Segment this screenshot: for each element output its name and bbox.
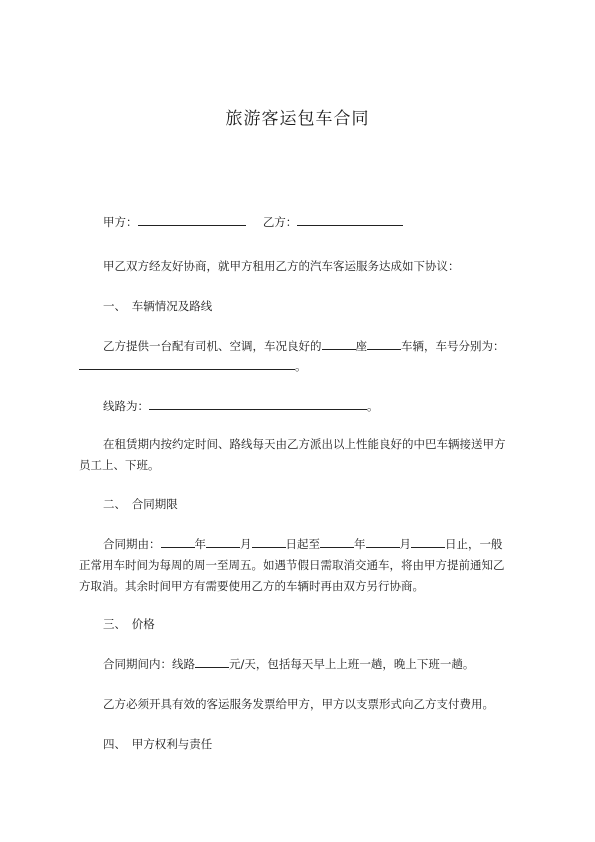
section-1-heading: 一、 车辆情况及路线 bbox=[103, 299, 213, 313]
party-a-label: 甲方： bbox=[103, 215, 138, 229]
route-label: 线路为： bbox=[103, 399, 149, 413]
invoice-paragraph: 乙方必须开具有效的客运服务发票给甲方，甲方以支票形式向乙方支付费用。 bbox=[103, 697, 494, 711]
vehicle-line-1 bbox=[103, 336, 505, 357]
start-month-blank[interactable] bbox=[206, 535, 240, 548]
rental-line-1: 在租赁期内按约定时间、路线每天由乙方派出以上性能良好的中巴车辆接送甲方 bbox=[103, 437, 506, 451]
route-blank[interactable] bbox=[149, 397, 367, 410]
term-prefix: 合同期由： bbox=[103, 537, 161, 551]
intro-paragraph: 甲乙双方经友好协商，就甲方租用乙方的汽车客运服务达成如下协议： bbox=[103, 259, 460, 273]
end-day-blank[interactable] bbox=[411, 535, 445, 548]
term-until-label: 日止，一般 bbox=[445, 537, 503, 551]
section-3-heading: 三、 价格 bbox=[103, 617, 155, 631]
rental-line-2: 员工上、下班。 bbox=[79, 458, 160, 472]
price-prefix: 合同期间内：线路 bbox=[103, 657, 195, 671]
term-line-1 bbox=[103, 534, 503, 555]
vehicle-end: 。 bbox=[295, 359, 307, 373]
party-a-blank[interactable] bbox=[138, 213, 246, 226]
parties-line bbox=[103, 212, 403, 233]
price-suffix: 元/天，包括每天早上上班一趟，晚上下班一趟。 bbox=[229, 657, 475, 671]
seat-count-blank[interactable] bbox=[322, 337, 356, 350]
term-from-label: 日起至 bbox=[285, 537, 320, 551]
end-year-blank[interactable] bbox=[320, 535, 354, 548]
section-2-heading: 二、 合同期限 bbox=[103, 497, 178, 511]
vehicle-type-blank[interactable] bbox=[367, 337, 401, 350]
price-line bbox=[103, 654, 474, 675]
term-line-2: 正常用车时间为每周的周一至周五。如遇节假日需取消交通车，将由甲方提前通知乙 bbox=[79, 558, 505, 572]
term-month-label: 月 bbox=[240, 537, 252, 551]
start-year-blank[interactable] bbox=[161, 535, 195, 548]
term-year-label: 年 bbox=[194, 537, 206, 551]
document-title: 旅游客运包车合同 bbox=[225, 109, 370, 129]
party-b-blank[interactable] bbox=[297, 213, 403, 226]
term-month-label-2: 月 bbox=[399, 537, 411, 551]
vehicle-line-2 bbox=[79, 356, 307, 377]
term-line-3: 方取消。其余时间甲方有需要使用乙方的车辆时再由双方另行协商。 bbox=[79, 579, 424, 593]
vehicle-text-2: 车辆，车号分别为： bbox=[401, 339, 505, 353]
plate-number-blank[interactable] bbox=[79, 357, 295, 370]
start-day-blank[interactable] bbox=[252, 535, 286, 548]
section-4-heading: 四、 甲方权利与责任 bbox=[103, 737, 213, 751]
seat-label: 座 bbox=[355, 339, 367, 353]
party-b-label: 乙方： bbox=[262, 215, 298, 229]
route-end: 。 bbox=[367, 399, 379, 413]
vehicle-text-1: 乙方提供一台配有司机、空调，车况良好的 bbox=[103, 339, 322, 353]
end-month-blank[interactable] bbox=[366, 535, 400, 548]
route-line bbox=[103, 396, 379, 417]
term-year-label-2: 年 bbox=[354, 537, 366, 551]
price-blank[interactable] bbox=[195, 655, 229, 668]
